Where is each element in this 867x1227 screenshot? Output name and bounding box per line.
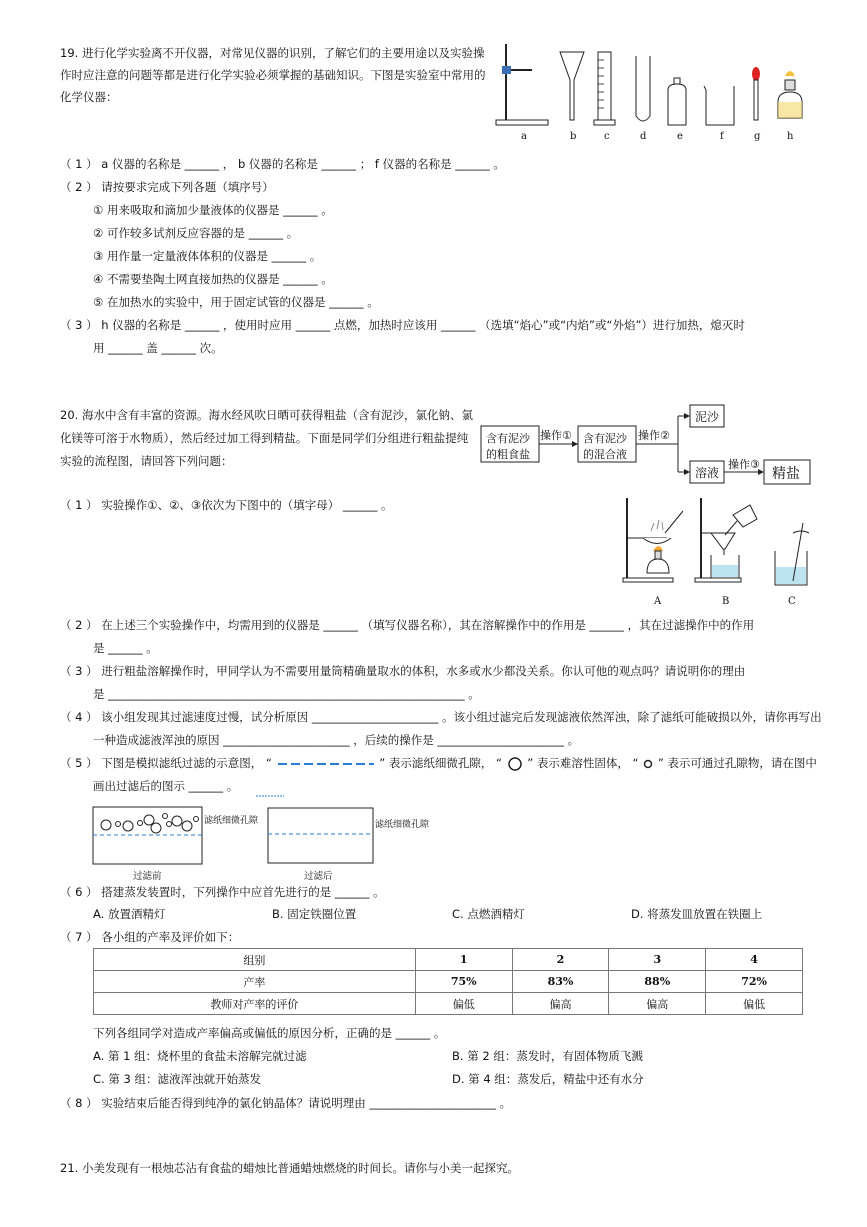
instrument-label-b: b	[570, 131, 577, 142]
table-cell: 83%	[512, 971, 609, 993]
q20-part1: （ 1 ） 实验操作①、②、③依次为下图中的（填字母） ______ 。	[60, 498, 393, 512]
dashed-mark-icon	[256, 794, 286, 798]
table-cell: 72%	[706, 971, 803, 993]
flow-solution: 溶液	[695, 466, 720, 480]
funnel-icon	[560, 52, 584, 120]
q20-part6-option-b: B. 固定铁圈位置	[272, 907, 357, 921]
q20-part5-text-c: ” 表示难溶性固体， “	[527, 756, 639, 770]
q20-part7-option-b: B. 第 2 组：蒸发时，有固体物质飞溅	[452, 1049, 643, 1063]
q19-intro-line3: 化学仪器：	[60, 90, 118, 104]
instrument-label-g: g	[754, 131, 761, 142]
q20-part7-option-a: A. 第 1 组：烧杯里的食盐未溶解完就过滤	[93, 1049, 307, 1063]
table-row	[94, 993, 803, 1015]
table-cell: 产率	[94, 971, 416, 993]
q21-intro: 21. 小美发现有一根烛芯沾有食盐的蜡烛比普通蜡烛燃烧的时间长。请你与小美一起探究。	[60, 1161, 519, 1175]
table-cell: 75%	[415, 971, 512, 993]
table-header-row	[94, 949, 803, 971]
filter-pore-label-after: 滤纸细微孔隙	[375, 820, 430, 830]
dropper-icon	[752, 67, 760, 120]
table-cell: 偏高	[512, 993, 609, 1015]
q20-intro-line1: 20. 海水中含有丰富的资源。海水经风吹日晒可获得粗盐（含有泥沙，氯化钠、氯	[60, 408, 473, 422]
table-cell: 教师对产率的评价	[94, 993, 416, 1015]
q20-part6-option-d: D. 将蒸发皿放置在铁圈上	[631, 907, 763, 921]
q19-item1: ① 用来吸取和滴加少量液体的仪器是 ______ 。	[93, 203, 333, 217]
table-header-cell: 2	[512, 949, 609, 971]
dissolving-apparatus-icon	[775, 523, 809, 585]
q19-part2: （ 2 ） 请按要求完成下列各题（填序号）	[60, 180, 274, 194]
q20-part2-line1: （ 2 ） 在上述三个实验操作中，均需用到的仪器是 ______ （填写仪器名称），其在溶解操作中的作用是 ______ ，其在过滤操作中的作用	[60, 618, 755, 632]
filter-before-diagram	[92, 806, 204, 866]
q20-part5-text-b: ” 表示滤纸细微孔隙， “	[379, 756, 502, 770]
q20-part4-line1: （ 4 ） 该小组发现其过滤速度过慢，试分析原因 ______________________ 。该小组过滤完后发现滤液依然浑浊，除了滤纸可能破损以外，请你再写出	[60, 710, 822, 724]
q19-part3-line2: 用 ______ 盖 ______ 次。	[93, 341, 223, 355]
q19-item4: ④ 不需要垫陶土网直接加热的仪器是 ______ 。	[93, 272, 333, 286]
flow-box1-line1: 含有泥沙	[486, 432, 530, 445]
q20-part5-text-d: ” 表示可通过孔隙物，请在图中	[657, 756, 817, 770]
after-filtration-label: 过滤后	[304, 871, 333, 882]
instrument-label-c: c	[604, 131, 610, 142]
filter-pore-label-before: 滤纸细微孔隙	[204, 816, 259, 826]
table-cell: 88%	[609, 971, 706, 993]
flow-op1: 操作①	[540, 429, 572, 442]
flow-box2-line2: 的混合液	[583, 448, 627, 461]
dashed-line-icon	[276, 759, 376, 769]
table-header-cell: 4	[706, 949, 803, 971]
q20-part8: （ 8 ） 实验结束后能否得到纯净的氯化钠晶体？请说明理由 ______________________ 。	[60, 1096, 512, 1110]
large-circle-icon	[506, 757, 524, 771]
q20-part6-option-a: A. 放置酒精灯	[93, 907, 166, 921]
filtration-apparatus-icon	[695, 498, 757, 582]
iron-stand-icon	[496, 44, 548, 125]
flow-sediment: 泥沙	[695, 410, 720, 424]
yield-table	[93, 948, 803, 1015]
graduated-cylinder-icon	[594, 52, 615, 125]
instrument-label-d: d	[640, 131, 647, 142]
q19-item3: ③ 用作量一定量液体体积的仪器是 ______ 。	[93, 249, 322, 263]
alcohol-lamp-icon	[778, 71, 802, 118]
table-header-cell: 组别	[94, 949, 416, 971]
q20-part7-question: 下列各组同学对造成产率偏高或偏低的原因分析，正确的是 ______ 。	[93, 1026, 446, 1040]
lab-instruments-figure	[492, 40, 812, 145]
q20-part5-text-a: （ 5 ） 下图是模拟滤纸过滤的示意图， “	[60, 756, 272, 770]
small-circle-icon	[642, 758, 654, 770]
q20-part5-line2: 画出过滤后的图示 ______ 。	[93, 779, 239, 793]
apparatus-label-a: A	[654, 596, 662, 607]
q19-intro-line1: 19. 进行化学实验离不开仪器，对常见仪器的识别，了解它们的主要用途以及实验操	[60, 46, 485, 60]
q19-intro-line2: 作时应注意的问题等都是进行化学实验必须掌握的基础知识。下图是实验室中常用的	[60, 68, 486, 82]
q20-part6: （ 6 ） 搭建蒸发装置时，下列操作中应首先进行的是 ______ 。	[60, 885, 385, 899]
table-cell: 偏低	[706, 993, 803, 1015]
instrument-label-a: a	[521, 131, 527, 142]
q20-intro-line3: 实验的流程图，请回答下列问题：	[60, 454, 233, 468]
q20-part3-line1: （ 3 ） 进行粗盐溶解操作时，甲同学认为不需要用量筒精确量取水的体积，水多或水少都没关系。你认可他的观点吗？请说明你的理由	[60, 664, 746, 678]
flow-box1-line2: 的粗食盐	[486, 448, 530, 461]
apparatus-label-b: B	[722, 596, 730, 607]
q20-part5-line1	[60, 752, 817, 774]
q20-part6-option-c: C. 点燃酒精灯	[452, 907, 525, 921]
q20-part2-line2: 是 ______ 。	[93, 641, 158, 655]
q19-part1: （ 1 ） a 仪器的名称是 ______ ， b 仪器的名称是 ______ ； f 仪器的名称是 ______ 。	[60, 157, 505, 171]
flow-op3: 操作③	[728, 458, 760, 471]
q19-item5: ⑤ 在加热水的实验中，用于固定试管的仪器是 ______ 。	[93, 295, 379, 309]
reagent-bottle-icon	[668, 78, 686, 125]
flow-op2: 操作②	[638, 429, 670, 442]
q20-part4-line2: 一种造成滤液浑浊的原因 ______________________ ，后续的操作是 ______________________ 。	[93, 733, 580, 747]
q20-part7-option-c: C. 第 3 组：滤液浑浊就开始蒸发	[93, 1072, 261, 1086]
instrument-label-e: e	[677, 131, 683, 142]
instrument-label-f: f	[720, 131, 724, 142]
q20-part7-option-d: D. 第 4 组：蒸发后，精盐中还有水分	[452, 1072, 644, 1086]
q20-part7: （ 7 ） 各小组的产率及评价如下：	[60, 930, 240, 944]
evaporation-apparatus-icon	[623, 498, 683, 582]
table-cell: 偏低	[415, 993, 512, 1015]
apparatus-label-c: C	[788, 596, 796, 607]
flow-box2-line1: 含有泥沙	[583, 432, 627, 445]
q20-part3-line2: 是 ______________________________________________________________ 。	[93, 687, 480, 701]
q20-intro-line2: 化镁等可溶于水物质），然后经过加工得到精盐。下面是同学们分组进行粗盐提纯	[60, 431, 469, 445]
q19-part3-line1: （ 3 ） h 仪器的名称是 ______ ，使用时应用 ______ 点燃，加热时应该用 ______ （选填“焰心”或“内焰”或“外焰”）进行加热，熄灭时	[60, 318, 745, 332]
flow-refined-salt: 精盐	[772, 466, 800, 482]
instrument-label-h: h	[787, 131, 794, 142]
before-filtration-label: 过滤前	[133, 871, 162, 882]
filter-after-diagram	[267, 807, 375, 865]
test-tube-icon	[636, 56, 650, 121]
beaker-icon	[704, 86, 734, 125]
table-cell: 偏高	[609, 993, 706, 1015]
table-header-cell: 1	[415, 949, 512, 971]
apparatus-figure	[615, 493, 815, 593]
table-header-cell: 3	[609, 949, 706, 971]
table-row	[94, 971, 803, 993]
q19-item2: ② 可作较多试剂反应容器的是 ______ 。	[93, 226, 299, 240]
